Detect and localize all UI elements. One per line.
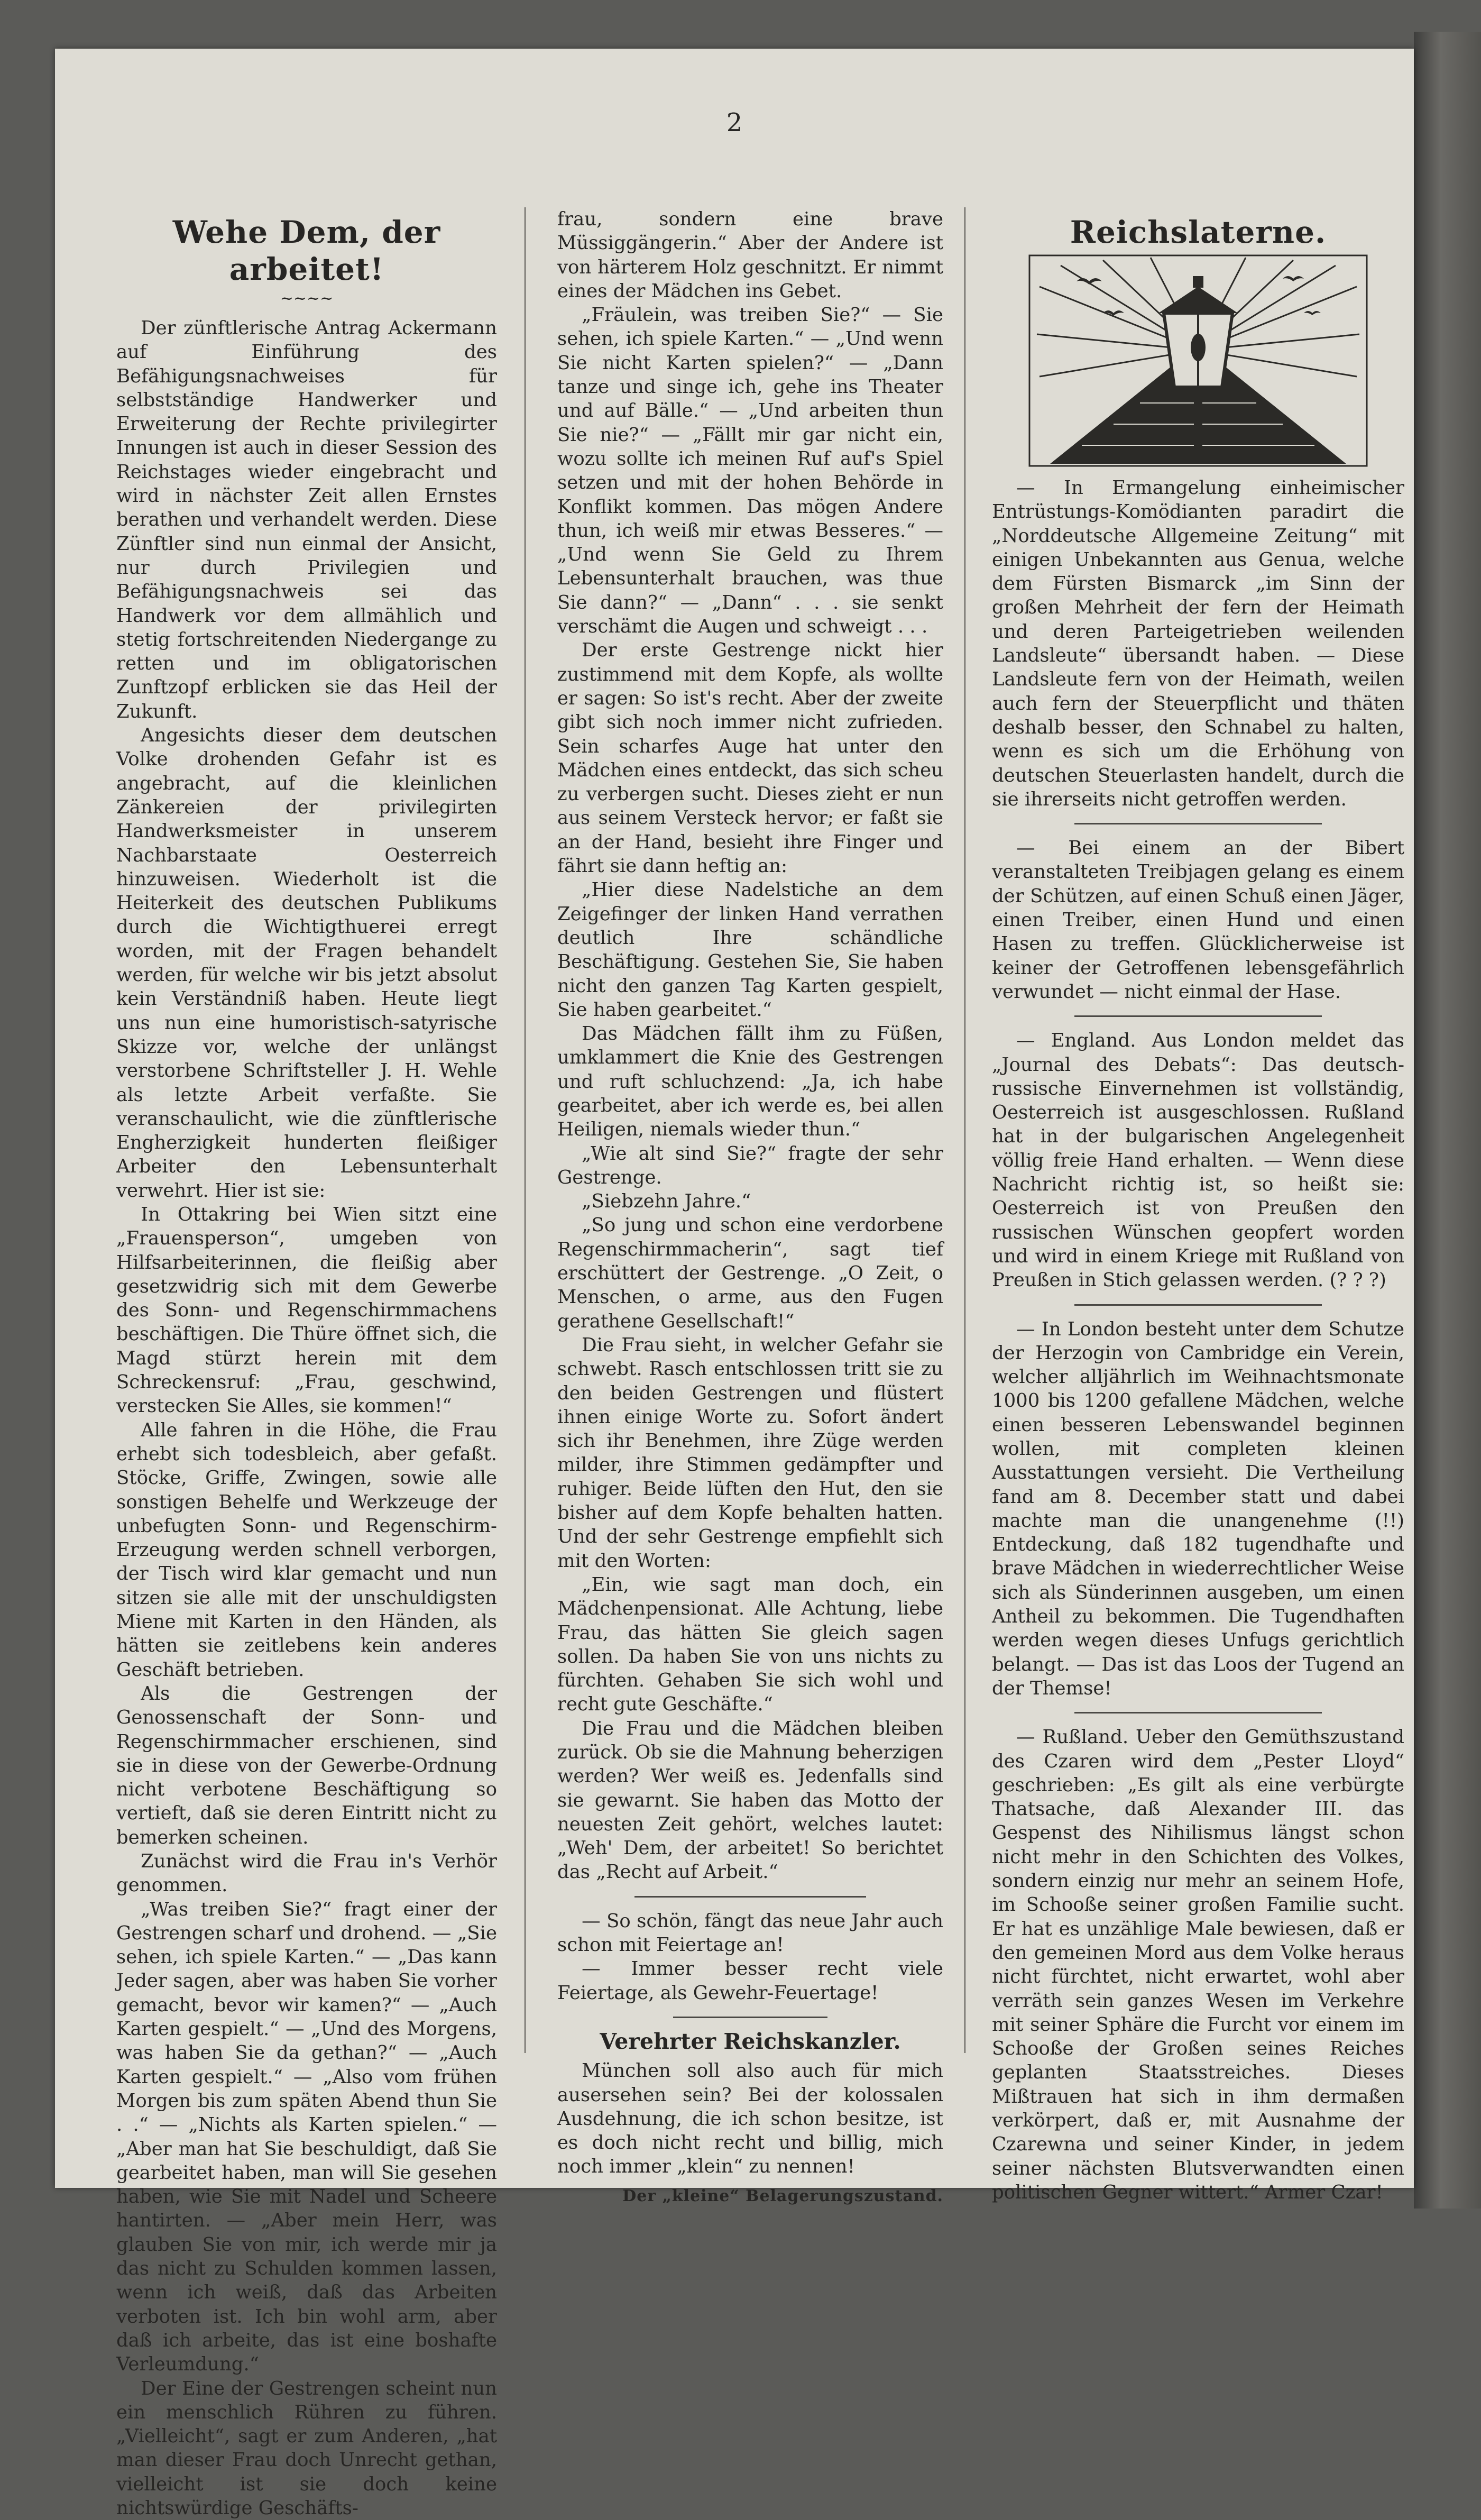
section-divider xyxy=(1074,823,1322,824)
letter-signature: Der „kleine“ Belagerungszustand. xyxy=(622,2186,943,2205)
headline-ornament: ~~~~ xyxy=(280,289,334,308)
article-paragraph: Zunächst wird die Frau in's Verhör genommen. xyxy=(116,1850,497,1896)
short-item: — So schön, fängt das neue Jahr auch schon mit Feiertage an! xyxy=(557,1910,943,1956)
article-paragraph: Die Frau und die Mädchen bleiben zurück. Ob sie die Mahnung beherzigen werden? Wer weiß es. Jedenfalls sind sie gewarnt. Sie haben das Motto der neuesten Zeit gehört, welches lautet: „Weh' Dem, der arbeitet! So berichtet das „Recht auf Arbeit.“ xyxy=(557,1717,943,1883)
article-paragraph: Der zünftlerische Antrag Ackermann auf Einführung des Befähigungsnachweises für selbstständige Handwerker und Erweiterung der Rechte privilegirter Innungen ist auch in dieser Session des Reichstages wieder eingebracht und wird in nächster Zeit allen Ernstes berathen und verhandelt werden. Diese Zünftler sind nun einmal der Ansicht, nur durch Privilegien und Befähigungsnachweis sei das Handwerk vor dem allmählich und stetig fortschreitenden Niedergange zu retten und im obligatorischen Zunftzopf erblicken sie das Heil der Zukunft. xyxy=(116,317,497,722)
left-column xyxy=(116,207,497,2520)
news-item: — In Ermangelung einheimischer Entrüstungs-Komödianten paradirt die „Norddeutsche Allgemeine Zeitung“ mit einigen Unbekannten aus Genua, welche dem Fürsten Bismarck „im Sinn der großen Mehrheit der fern der Heimath und deren Parteigetrieben weilenden Landsleute“ übersandt haben. — Diese Landsleute fern von der Heimath, weilen auch fern der Steuerpflicht und thäten deshalb besser, den Schnabel zu halten, wenn es sich um die Erhöhung von deutschen Steuerlasten handelt, durch die sie ihrerseits nicht getroffen werden. xyxy=(992,477,1404,810)
book-spine-edge xyxy=(1414,32,1481,2209)
section-divider xyxy=(1074,1304,1322,1306)
section-divider xyxy=(1074,1712,1322,1713)
section-divider xyxy=(1074,1015,1322,1017)
letter-heading: Verehrter Reichskanzler. xyxy=(600,2028,901,2054)
article-paragraph: Als die Gestrengen der Genossenschaft der Sonn- und Regenschirmmacher erschienen, sind sie in diese von der Gewerbe-Ordnung nicht verbotene Beschäftigung so vertieft, daß sie deren Eintritt nicht zu bemerken scheinen. xyxy=(116,1682,497,1848)
article-paragraph: frau, sondern eine brave Müssiggängerin.“ Aber der Andere ist von härterem Holz geschnitzt. Er nimmt eines der Mädchen ins Gebet. xyxy=(557,208,943,302)
newspaper-page xyxy=(55,49,1414,2519)
letter-text: München soll also auch für mich ausersehen sein? Bei der kolossalen Ausdehnung, die ich schon besitze, ist es doch nicht recht und billig, mich noch immer „klein“ zu nennen! xyxy=(557,2060,943,2178)
short-item: — Immer besser recht viele Feiertage, als Gewehr-Feuertage! xyxy=(557,1958,943,2004)
article-paragraph: „Was treiben Sie?“ fragt einer der Gestrengen scharf und drohend. — „Sie sehen, ich spiele Karten.“ — „Das kann Jeder sagen, aber was haben Sie vorher gemacht, bevor wir kamen?“ — „Auch Karten gespielt.“ — „Und des Morgens, was haben Sie da gethan?“ — „Auch Karten gespielt.“ — „Also vom frühen Morgen bis zum späten Abend thun Sie . .“ — „Nichts als Karten spielen.“ — „Aber man hat Sie beschuldigt, daß Sie gearbeitet haben, man will Sie gesehen haben, wie Sie mit Nadel und Scheere hantirten. — „Aber mein Herr, was glauben Sie von mir, ich werde mir ja das nicht zu Schulden kommen lassen, wenn ich weiß, daß das Arbeiten verboten ist. Ich bin wohl arm, aber daß ich arbeite, das ist eine boshafte Verleumdung.“ xyxy=(116,1898,497,2376)
middle-column xyxy=(557,207,943,2208)
column-rule xyxy=(525,207,526,2053)
lantern-illustration-icon xyxy=(1029,255,1367,466)
article-paragraph: Angesichts dieser dem deutschen Volke drohenden Gefahr ist es angebracht, auf die kleinlichen Zänkereien der privilegirten Handwerksmeister in unserem Nachbarstaate Oesterreich hinzuweisen. Wiederholt ist die Heiterkeit des deutschen Publikums durch die Wichtigthuerei erregt worden, mit der Fragen behandelt werden, für welche wir bis jetzt absolut kein Verständniß haben. Heute liegt uns nun eine humoristisch-satyrische Skizze vor, welche der unlängst verstorbene Schriftsteller J. H. Wehle als letzte Arbeit verfaßte. Sie veranschaulicht, wie die zünftlerische Engherzigkeit hunderten fleißiger Arbeiter den Lebensunterhalt verwehrt. Hier ist sie: xyxy=(116,725,497,1202)
right-column xyxy=(992,207,1404,2204)
article-paragraph: Die Frau sieht, in welcher Gefahr sie schwebt. Rasch entschlossen tritt sie zu den beiden Gestrengen und flüstert ihnen einige Worte zu. Sofort ändert sich ihr Benehmen, ihre Züge werden milder, ihre Stimmen gedämpfter und ruhiger. Beide lüften den Hut, den sie bisher auf dem Kopfe behalten hatten. Und der sehr Gestrenge empfiehlt sich mit den Worten: xyxy=(557,1334,943,1572)
news-item: — Rußland. Ueber den Gemüthszustand des Czaren wird dem „Pester Lloyd“ geschrieben: „Es gilt als eine verbürgte Thatsache, daß Alexander III. das Gespenst des Nihilismus längst schon nicht mehr in den Schichten des Volkes, sondern einzig nur mehr an seinem Hofe, im Schooße seiner großen Familie sucht. Er hat es unzählige Male bewiesen, daß er den gemeinen Mord aus dem Volke heraus nicht fürchtet, nicht erwartet, wohl aber verräth sein ganzes Wesen im Verkehre mit seiner Sphäre die Furcht vor einem im Schooße der Großen seines Reiches geplanten Staatsstreiches. Dieses Mißtrauen hat sich in ihm dermaßen verkörpert, daß er, mit Ausnahme der Czarewna und seiner Kinder, in jedem seiner nächsten Blutsverwandten einen politischen Gegner wittert.“ Armer Czar! xyxy=(992,1726,1404,2203)
section-headline: Reichslaterne. xyxy=(1070,214,1327,250)
article-paragraph: „Wie alt sind Sie?“ fragte der sehr Gestrenge. xyxy=(557,1142,943,1188)
article-paragraph: „Fräulein, was treiben Sie?“ — Sie sehen, ich spiele Karten.“ — „Und wenn Sie nicht Karten spielen?“ — „Dann tanze und singe ich, gehe ins Theater und auf Bälle.“ — „Und arbeiten thun Sie nie?“ — „Fällt mir gar nicht ein, wozu sollte ich meinen Ruf auf's Spiel setzen und mit der hohen Behörde in Konflikt kommen. Das mögen Andere thun, ich weiß mir etwas Besseres.“ — „Und wenn Sie Geld zu Ihrem Lebensunterhalt brauchen, was thue Sie dann?“ — „Dann“ . . . sie senkt verschämt die Augen und schweigt . . . xyxy=(557,304,943,638)
section-divider xyxy=(673,2017,827,2018)
article-paragraph: „Hier diese Nadelstiche an dem Zeigefinger der linken Hand verrathen deutlich Ihre schändliche Beschäftigung. Gestehen Sie, Sie haben nicht den ganzen Tag Karten gespielt, Sie haben gearbeitet.“ xyxy=(557,879,943,1021)
article-paragraph: Der erste Gestrenge nickt hier zustimmend mit dem Kopfe, als wollte er sagen: So ist's recht. Aber der zweite gibt sich noch immer nicht zufrieden. Sein scharfes Auge hat unter den Mädchen eines entdeckt, das sich scheu zu verbergen sucht. Dieses zieht er nun aus seinem Versteck hervor; er faßt sie an der Hand, besieht ihre Finger und fährt sie dann heftig an: xyxy=(557,639,943,877)
article-paragraph: Der Eine der Gestrengen scheint nun ein menschlich Rühren zu führen. „Vielleicht“, sagt er zum Anderen, „hat man dieser Frau doch Unrecht gethan, vielleicht ist sie doch keine nichtswürdige Geschäfts- xyxy=(116,2377,497,2519)
news-item: — Bei einem an der Bibert veranstalteten Treibjagen gelang es einem der Schützen, auf einen Schuß einen Jäger, einen Treiber, einen Hund und einen Hasen zu treffen. Glücklicherweise ist keiner der Getroffenen lebensgefährlich verwundet — nicht einmal der Hase. xyxy=(992,837,1404,1003)
page-number: 2 xyxy=(726,108,743,138)
article-paragraph: Das Mädchen fällt ihm zu Füßen, umklammert die Knie des Gestrengen und ruft schluchzend: „Ja, ich habe gearbeitet, aber ich werde es, bei allen Heiligen, niemals wieder thun.“ xyxy=(557,1023,943,1141)
article-paragraph: Alle fahren in die Höhe, die Frau erhebt sich todesbleich, aber gefaßt. Stöcke, Griffe, Zwingen, sowie alle sonstigen Behelfe und Werkzeuge der unbefugten Sonn- und Regenschirm-Erzeugung werden schnell verborgen, der Tisch wird klar gemacht und nun sitzen sie alle mit der unschuldigsten Miene mit Karten in den Händen, als hätten sie zeitlebens kein anderes Geschäft betrieben. xyxy=(116,1419,497,1681)
article-paragraph: „Siebzehn Jahre.“ xyxy=(582,1190,751,1213)
column-rule xyxy=(964,207,965,2053)
article-paragraph: In Ottakring bei Wien sitzt eine „Frauensperson“, umgeben von Hilfsarbeiterinnen, die fleißig aber gesetzwidrig sich mit dem Gewerbe des Sonn- und Regenschirmmachens beschäftigen. Die Thüre öffnet sich, die Magd stürzt herein mit dem Schreckensruf: „Frau, geschwind, verstecken Sie Alles, sie kommen!“ xyxy=(116,1203,497,1417)
article-headline: Wehe Dem, der arbeitet! xyxy=(172,214,441,287)
news-item: — In London besteht unter dem Schutze der Herzogin von Cambridge ein Verein, welcher alljährlich im Weihnachtsmonate 1000 bis 1200 gefallene Mädchen, welche einen besseren Lebenswandel beginnen wollen, mit completen kleinen Ausstattungen versieht. Die Vertheilung fand am 8. December statt und dabei machte man die unangenehme (!!) Entdeckung, daß 182 tugendhafte und brave Mädchen in wiederrechtlicher Weise sich als Sünderinnen ausgeben, um einen Antheil zu bekommen. Die Tugendhaften werden wegen dieses Unfugs gerichtlich belangt. — Das ist das Loos der Tugend an der Themse! xyxy=(992,1318,1404,1699)
article-paragraph: „Ein, wie sagt man doch, ein Mädchenpensionat. Alle Achtung, liebe Frau, das hätten Sie gleich sagen sollen. Da haben Sie von uns nichts zu fürchten. Gehaben Sie sich wohl und recht gute Geschäfte.“ xyxy=(557,1573,943,1716)
section-divider xyxy=(634,1896,866,1898)
news-item: — England. Aus London meldet das „Journal des Debats“: Das deutsch-russische Einvernehmen ist vollständig, Oesterreich ist ausgeschlossen. Rußland hat in der bulgarischen Angelegenheit völlig freie Hand erhalten. — Wenn diese Nachricht richtig ist, so heißt sie: Oesterreich ist von Preußen den russischen Wünschen geopfert worden und wird in einem Kriege mit Rußland von Preußen in Stich gelassen werden. (? ? ?) xyxy=(992,1030,1404,1291)
article-paragraph: „So jung und schon eine verdorbene Regenschirmmacherin“, sagt tief erschüttert der Gestrenge. „O Zeit, o Menschen, o arme, aus den Fugen gerathene Gesellschaft!“ xyxy=(557,1214,943,1332)
